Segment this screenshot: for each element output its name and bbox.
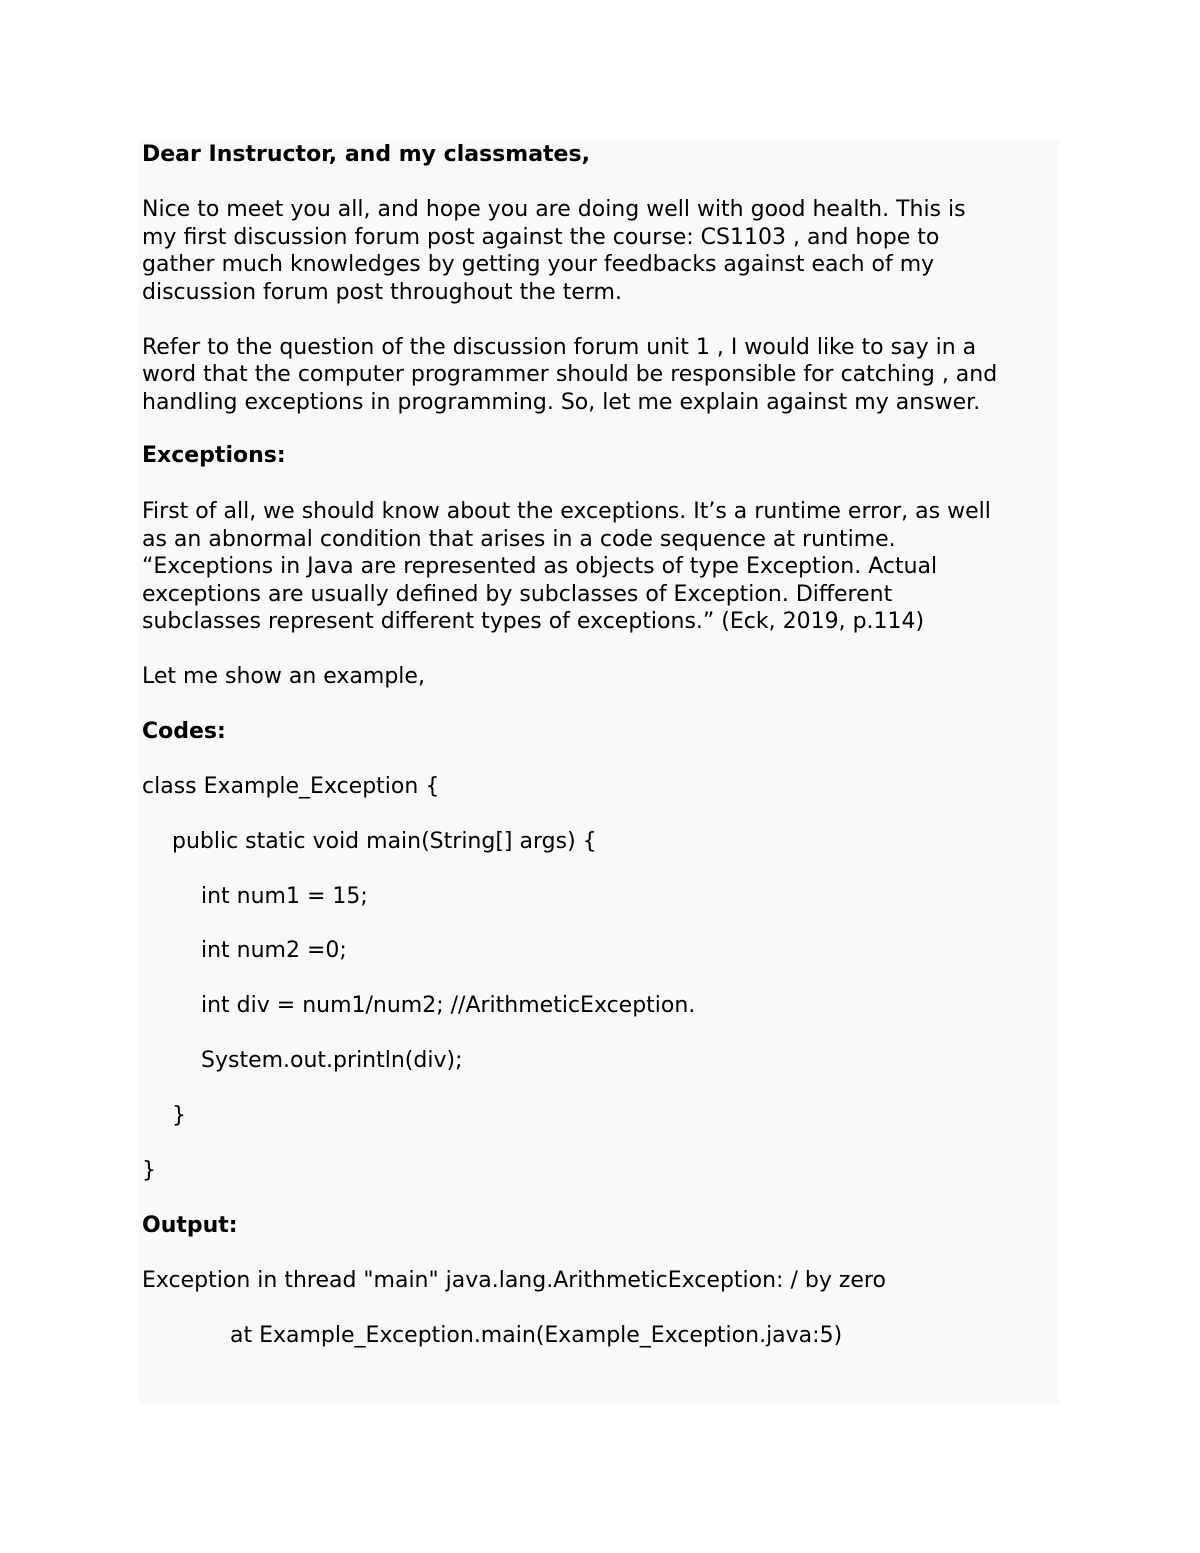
document-panel [139,139,1059,1405]
code-line: } [172,1103,186,1128]
answer-line: Refer to the question of the discussion forum unit 1 , I would like to say in a [142,335,977,360]
example-intro: Let me show an example, [142,664,425,689]
exceptions-line: as an abnormal condition that arises in a code sequence at runtime. [142,527,896,552]
code-line: System.out.println(div); [201,1048,463,1073]
greeting: Dear Instructor, and my classmates, [142,142,590,167]
exceptions-line: First of all, we should know about the exceptions. It’s a runtime error, as well [142,499,991,524]
exceptions-line: “Exceptions in Java are represented as objects of type Exception. Actual [142,554,938,579]
intro-line: gather much knowledges by getting your feedbacks against each of my [142,252,935,277]
output-line: at Example_Exception.main(Example_Exception.java:5) [230,1323,843,1348]
exceptions-heading: Exceptions: [142,443,286,468]
code-line: public static void main(String[] args) { [172,829,597,854]
output-heading: Output: [142,1213,238,1238]
code-line: int num1 = 15; [201,884,368,909]
exceptions-line: subclasses represent different types of exceptions.” (Eck, 2019, p.114) [142,609,925,634]
code-line: class Example_Exception { [142,774,440,799]
codes-heading: Codes: [142,719,226,744]
answer-line: word that the computer programmer should be responsible for catching , and [142,362,998,387]
intro-line: discussion forum post throughout the term. [142,280,622,305]
code-line: int div = num1/num2; //ArithmeticException. [201,993,696,1018]
output-line: Exception in thread "main" java.lang.ArithmeticException: / by zero [142,1268,886,1293]
intro-line: Nice to meet you all, and hope you are doing well with good health. This is [142,197,966,222]
answer-line: handling exceptions in programming. So, let me explain against my answer. [142,390,981,415]
code-line: int num2 =0; [201,938,347,963]
code-line: } [142,1158,156,1183]
intro-line: my first discussion forum post against the course: CS1103 , and hope to [142,225,940,250]
exceptions-line: exceptions are usually defined by subclasses of Exception. Different [142,582,893,607]
